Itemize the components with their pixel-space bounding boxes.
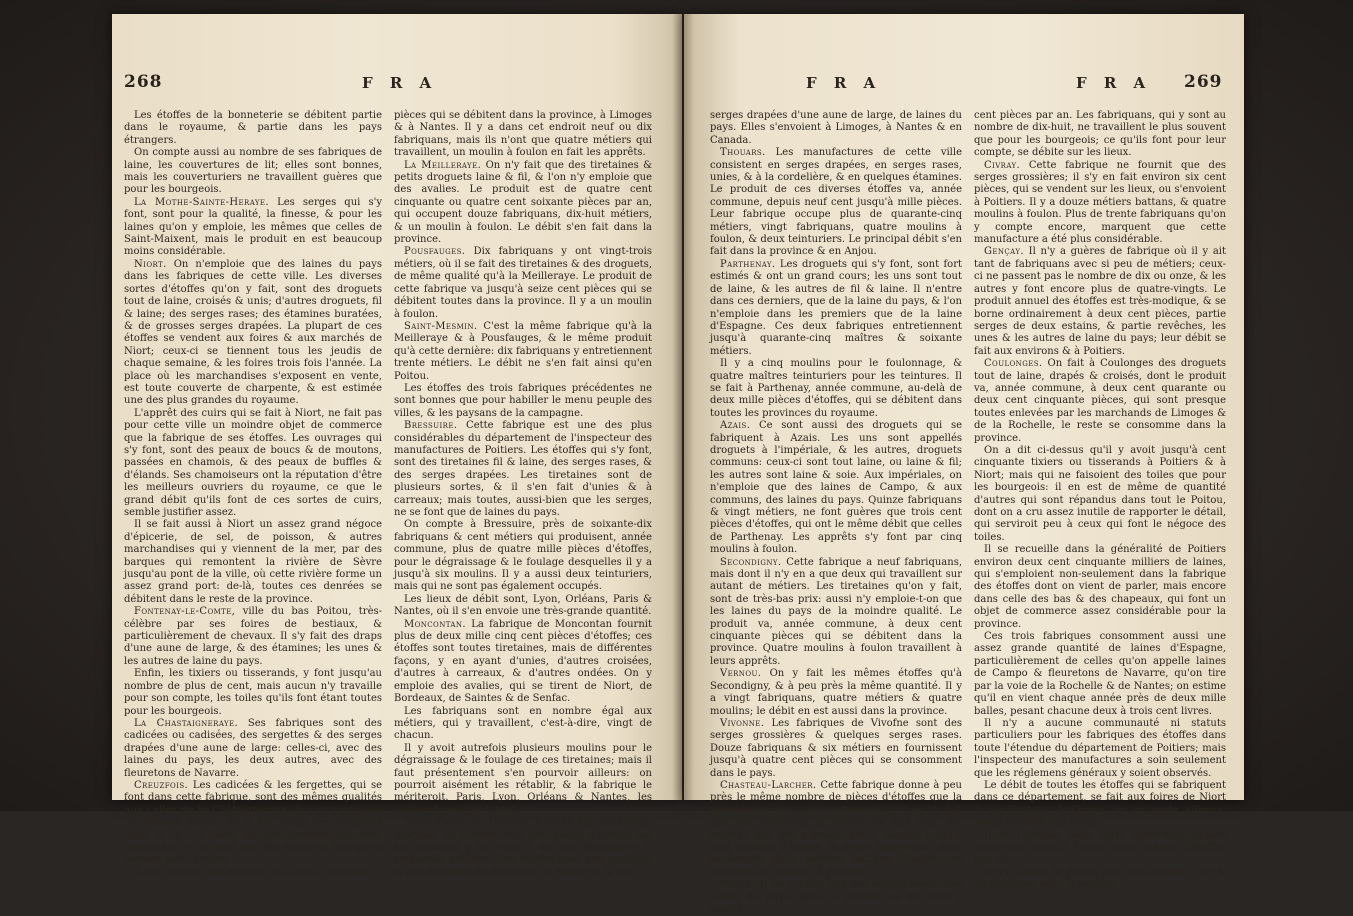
paragraph xyxy=(394,246,652,320)
paragraph-text: Les étoffes des trois fabriques précédentes ne sont bonnes que pour habiller le menu peuple des villes, & les paysans de la campagne. xyxy=(394,382,652,419)
paragraph-text: Il ne s'y fait que des serges rases, des laines du pays, dont le produit va de trois à quatre xyxy=(710,879,962,915)
paragraph xyxy=(124,147,382,197)
paragraph-text: serges drapées d'une aune de large, de laines du pays. Elles s'envoient à Limoges, à Nantes & en Canada. xyxy=(710,110,962,146)
paragraph xyxy=(394,110,652,160)
paragraph-text: Les manufactures de cette ville consistent en serges drapées, en serges rases, unies, & à la cordelière, & en quelques étamines. Le produit de ces diverses étoffes va, année commune, depuis neuf cent jusqu'à mille pièces. Leur fabrique occupe plus de quarante-cinq métiers, vingt fabriquans, quatre moulins à foulon, & deux teinturiers. Le principal débit s'en fait dans la province & en Anjou. xyxy=(710,147,962,258)
entry-heading: Vernou. xyxy=(720,668,762,680)
right-column-1 xyxy=(710,110,962,915)
left-column-1 xyxy=(124,110,382,878)
right-running-head-2: F R A xyxy=(1076,74,1152,92)
paragraph-text: Les étoffes de la bonneterie se débitent partie dans le royaume, & partie dans les pays étrangers. xyxy=(124,110,382,146)
entry-heading: Niort. xyxy=(134,258,167,270)
entry-heading: Moncontan. xyxy=(404,618,466,630)
paragraph-text: Il n'y a aucune communauté ni statuts particuliers pour les fabriques des étoffes dans toute l'étendue du département de Poitiers; mais l'inspecteur des manufactures a soin seulement que les réglemens généraux y soient observés. xyxy=(974,717,1226,779)
entry-heading: Secondigny. xyxy=(720,556,782,568)
paragraph-text: Le débit de toutes les étoffes qui se fabriquent dans ce département, se fait aux foires de Niort & de Fontenay-le-Comte; on en parle ailleurs. Voyez l'article des foires. xyxy=(974,779,1226,829)
paragraph xyxy=(974,110,1226,160)
entry-heading: Fontenay-le-Comte, xyxy=(134,606,236,618)
entry-heading: Thouars. xyxy=(720,147,766,159)
paragraph xyxy=(974,867,1226,892)
paragraph-text: Les fabriques de Vivofne sont des serges grossières & quelques serges rases. Douze fabriquans & six métiers en fournissent jusqu'à quatre cent pièces qui se consomment dans le pays. xyxy=(710,717,962,779)
paragraph xyxy=(124,110,382,147)
right-running-head-1: F R A xyxy=(806,74,882,92)
paragraph xyxy=(394,321,652,383)
paragraph xyxy=(394,160,652,247)
entry-heading: Vivonne. xyxy=(720,717,765,729)
paragraph-text: Il se recueille dans la généralité de Poitiers environ deux cent cinquante milliers de laines, qui s'emploient non-seulement dans la fabrique des étoffes dont on vient de parler, mais encore dans celle des bas & des chapeaux, qui font un objet de commerce assez considérable pour la province. xyxy=(974,544,1226,630)
paragraph-text: Cette fabrique ne fournit que des serges grossières; il s'y en fait environ six cent pièces, qui se vendent sur les lieux, ou s'envoient à Poitiers. Il y a douze métiers battans, & quatre moulins à foulon. Plus de trente fabriquans qu'on y compte encore, marquent que cette manufacture a été plus considérable. xyxy=(974,159,1226,246)
paragraph-text: Enfin, les tixiers ou tisserands, y font jusqu'au nombre de plus de cent, mais aucun n'y travaille pour son compte, les toiles qu'ils font étant toutes pour les bourgeois. xyxy=(124,668,382,717)
paragraph-text: L'apprêt des cuirs qui se fait à Niort, ne fait pas pour cette ville un moindre objet de commerce que la fabrique de ses étoffes. Les ouvrages qui s'y font, sont des peaux de boucs & de moutons, passées en chamois, & des peaux de buffles & d'élands. Ses chamoiseurs ont la réputation d'être les meilleurs ouvriers du royaume, ce que le grand débit qu'ils font de ces sortes de cuirs, semble justifier assez. xyxy=(124,407,382,518)
paragraph xyxy=(124,780,382,867)
paragraph xyxy=(974,780,1226,830)
paragraph-text: Il n'y a guères de fabrique où il y ait tant de fabriquans avec si peu de métiers; ceux-ci ne passent pas le nombre de dix ou onze, & les autres y font encore plus de quatre-vingts. Le produit annuel des étoffes est très-modique, & se borne ordinairement à deux cent pièces, partie serges de deux estains, & partie revêches, les unes & les autres de laine du pays; leur débit se fait aux environs & à Poitiers. xyxy=(974,246,1226,357)
entry-heading: Bressuire. xyxy=(404,420,458,432)
paragraph-text: On compte aussi au nombre de ses fabriques de laine, les couvertures de lit; elles sont bonnes, mais les couverturiers ne travaillent guères que pour les bourgeois. xyxy=(124,147,382,196)
paragraph xyxy=(974,160,1226,247)
right-page xyxy=(684,14,1244,915)
paragraph xyxy=(124,606,382,668)
paragraph xyxy=(124,259,382,408)
entry-heading: La Chastaigneraye. xyxy=(134,717,239,729)
paragraph xyxy=(710,358,962,420)
paragraph-text: pièces qui se débitent dans la province, à Limoges & à Nantes. Il y a dans cet endroit neuf ou dix fabriquans, mais ils n'ont que quatre métiers qui travaillent, un moulin à foulon en fait les apprêts. xyxy=(394,110,652,159)
left-page-number: 268 xyxy=(124,72,163,92)
paragraph xyxy=(710,259,962,358)
paragraph-text: Dix fabriquans y ont vingt-trois métiers, où il se fait des tiretaines & des droguets, de même qualité qu'à la Meilleraye. Le produit de cette fabrique va jusqu'à seize cent pièces qui se débitent toutes dans la province. Il y a un moulin à foulon. xyxy=(394,246,652,320)
paragraph-text: Il s'en fait en tout environ deux cent cinquante xyxy=(134,866,372,878)
paragraph-text: Les cadicées & les fergettes, qui se font dans cette fabrique, sont des mêmes qualités que celles de la Châtaigneraye, & l'on y emploie les mêmes laines: on y fait aussi des droguets laine & fil. La laine de ces derniers est très-commune; n'y entrant que des laines de bas qu'on nomme aussi avalies. xyxy=(124,779,382,866)
paragraph xyxy=(974,358,1226,445)
entry-heading: Pousfauges. xyxy=(404,246,466,258)
paragraph xyxy=(124,519,382,606)
paragraph xyxy=(710,420,962,556)
entry-heading: Coulonges. xyxy=(984,358,1043,370)
paragraph xyxy=(974,631,1226,718)
paragraph xyxy=(710,147,962,259)
paragraph-text: On compte à Bressuire, près de soixante-dix fabriquans & cent métiers qui produisent, année commune, plus de quatre mille pièces d'étoffes, pour le dégraissage & le foulage desquelles il y a jusqu'à six moulins. Il y a aussi deux teinturiers, mais qui ne sont pas également occupés. xyxy=(394,519,652,593)
paragraph xyxy=(394,817,652,879)
paragraph-text: Ses fabriques sont des cadicées ou cadisées, des sergettes & des serges drapées d'une aune de large: celles-ci, avec des laines du pays, les deux autres, avec des fleuretons de Navarre. xyxy=(124,717,382,779)
paragraph-text: Les serges qui s'y font, sont pour la qualité, la finesse, & pour les laines qu'on y emploie, les mêmes que celles de Saint-Maixent, mais le produit en est beaucoup moins considérable. xyxy=(124,196,382,258)
paragraph-text: Les droguets qui s'y font, sont fort estimés & ont un grand cours; les uns sont tout de laine, & les autres de fil & laine. Il n'entre dans ces derniers, que de la laine du pays, & l'on n'emploie dans les premiers que de la laine d'Espagne. Ces deux fabriques entretiennent jusqu'à quarante-cinq maîtres & soixante métiers. xyxy=(710,258,962,357)
paragraph-text: On n'emploie que des laines du pays dans les fabriques de cette ville. Les diverses sortes d'étoffes qu'on y fait, sont des droguets tout de laine, croisés & unis; d'autres droguets, fil & laine; des serges rases; des étamines buratées, & de grosses serges drapées. La plupart de ces étoffes se vendent aux foires & aux marchés de Niort; ceux-ci se tiennent tous les jeudis de chaque semaine, & les foires trois fois l'année. La place où les marchandises s'exposent en vente, est toute couverte de charpente, & est estimée une des plus grandes du royaume. xyxy=(124,258,382,407)
paragraph-text: Cette fabrique donne à peu près le même nombre de pièces d'étoffes que la précédente, avec cette différence qu'il ne s'y fait que des revêches, & encore de bas prix, n'y entrant que des pignons. On y compte jusqu'à sept moulins à foulon, & douze fabriquans, mais seulement deux métiers battans. Toutes ces revêches se vendent à Poitiers. xyxy=(710,779,962,878)
paragraph-text: Les fabriquans sont en nombre égal aux métiers, qui y travaillent, c'est-à-dire, vingt de chacun. xyxy=(394,705,652,742)
paragraph xyxy=(710,668,962,718)
paragraph xyxy=(124,668,382,718)
paragraph-text: cent pièces par an. Les fabriquans, qui y sont au nombre de dix-huit, ne travaillent le plus souvent que pour les bourgeois; ce qu'ils font pour leur compte, se débite sur les lieux. xyxy=(974,110,1226,159)
paragraph xyxy=(394,383,652,420)
entry-heading: Azais. xyxy=(720,420,751,432)
paragraph xyxy=(394,519,652,593)
paragraph xyxy=(974,830,1226,867)
entry-heading: Parthenay. xyxy=(720,258,776,270)
paragraph-text: La fabrique de Moncontan fournit plus de deux mille cinq cent pièces d'étoffes; ces étoffes sont toutes tiretaines, mais de différentes façons, y en ayant d'unies, d'autres croisées, d'autres à carreaux, & d'autres ondées. On y emploie des avalies, qui se tirent de Niort, de Bordeaux, de Saintes & de Senfac. xyxy=(394,618,652,705)
paragraph-text: C'est la même fabrique qu'à la Meilleraye & à Pousfauges, & le même produit qu'à cette dernière: dix fabriquans y entretiennent trente métiers. Le débit ne s'en fait ainsi qu'en Poitou. xyxy=(394,320,652,382)
paragraph-text: Cette fabrique est une des plus considérables du département de l'inspecteur des manufactures de Poitiers. Les étoffes qui s'y font, sont des tiretaines fil & laine, des serges rases, & des serges drapées. Les tiretaines sont de plusieurs sortes, & il s'en fait d'unies & à carreaux; mais toutes, aussi-bien que les serges, ne se font que de laines du pays. xyxy=(394,420,652,518)
paragraph xyxy=(124,718,382,780)
paragraph-text: Il se fait aussi à Niort un assez grand négoce d'épicerie, de sel, de poisson, & autres marchandises qui y viennent de la mer, par des barques qui remontent la rivière de Sèvre jusqu'au pont de la ville, où cette rivière forme un assez grand port: de-là, toutes ces denrées se débitent dans le reste de la province. xyxy=(124,519,382,605)
paragraph-text: ville du bas Poitou, très-célèbre par ses foires de bestiaux, & particulièrement de chevaux. Il s'y fait des draps d'une aune de large, & des étamines; les unes & les autres de laine du pays. xyxy=(124,606,382,667)
paragraph-text: Il ne se fait dans cette fabrique, qu'environ trois cent pièces d'étoffes par an, quoiqu'il y ait jusqu'à dix-huit fabriquans & cinquante métiers. Ces étoffes sont des cadicées & des droguets de fleureton de Navarre, & des xyxy=(394,817,652,878)
paragraph-text: Il y a cinq moulins pour le foulonnage, & quatre maîtres teinturiers pour les teintures. Il se fait à Parthenay, année commune, au-delà de deux mille pièces d'étoffes, qui se débitent dans toutes les provinces du royaume. xyxy=(710,358,962,419)
right-page-number: 269 xyxy=(1184,72,1223,92)
left-page xyxy=(112,14,682,878)
paragraph-text: Il n'y a dans le Poitou que trois forges à fer & un fourneau pour le raffiner. xyxy=(974,866,1226,891)
entry-heading: Gençay. xyxy=(984,246,1024,258)
entry-heading: La Mothe-Sainte-Heraye. xyxy=(134,196,269,208)
paragraph xyxy=(710,110,962,147)
entry-heading: Saint-Mesmin. xyxy=(404,320,478,332)
paragraph-text: Ces trois fabriques consomment aussi une assez grande quantité de laines d'Espagne, particulièrement de celles qu'on appelle laines de Campo & fleuretons de Navarre, qu'on tire par la voie de la Rochelle & de Nantes; on estime qu'il en vient chaque année près de deux mille balles, pesant chacune deux à trois cent livres. xyxy=(974,631,1226,717)
entry-heading: Saint-Pierre du Chemin. xyxy=(404,817,531,829)
paragraph-text: Cette fabrique a neuf fabriquans, mais dont il n'y en a que deux qui travaillent sur autant de métiers. Les tiretaines qu'on y fait, sont de très-bas prix: aussi n'y emploie-t-on que les laines du pays de la moindre qualité. Le produit va, année commune, à deux cent cinquante pièces qui se débitent dans la province. Quatre moulins à foulon travaillent à leurs apprêts. xyxy=(710,556,962,667)
entry-heading: Civray. xyxy=(984,159,1021,171)
paragraph-text: Ce sont aussi des droguets qui se fabriquent à Azais. Les uns sont appellés droguets à l'impériale, & les autres, droguets communs: ceux-ci sont tout laine, ou laine & fil; les autres sont laine & soie. Aux impériales, on n'emploie que des laines de Campo, & aux communs, des laines du pays. Quinze fabriquans & vingt métiers, ne font guères que trois cent pièces d'étoffes, qui ont le même débit que celles de Parthenay. Les apprêts s'y font par cinq moulins à foulon. xyxy=(710,420,962,556)
paragraph xyxy=(974,445,1226,544)
paragraph xyxy=(124,408,382,520)
paragraph xyxy=(974,718,1226,780)
right-column-2 xyxy=(974,110,1226,891)
paragraph xyxy=(710,557,962,669)
entry-heading: Creuzfois. xyxy=(134,779,189,791)
paragraph-text: On y fait les mêmes étoffes qu'à Secondigny, & à peu près la même quantité. Il y a vingt fabriquans, quatre métiers & quatre moulins; le débit en est aussi dans la province. xyxy=(710,668,962,717)
paragraph xyxy=(710,879,962,916)
paragraph xyxy=(124,197,382,259)
paragraph xyxy=(974,544,1226,631)
left-column-2 xyxy=(394,110,652,878)
paragraph xyxy=(710,718,962,780)
paragraph-text: On n'y fait que des tiretaines & petits droguets laine & fil, & l'on n'y emploie que des avalies. Le produit est de quatre cent cinquante ou quatre cent soixante pièces par an, qui occupent douze fabriquans, dix-huit métiers, & un moulin à foulon. Le débit s'en fait dans la province. xyxy=(394,159,652,246)
paragraph xyxy=(974,246,1226,358)
left-running-head: F R A xyxy=(362,74,438,92)
paragraph xyxy=(394,619,652,706)
paragraph-text: Il se fabrique dans cette généralité depuis vingt-cinq jusqu'à trente mille pièces d'étoffes par an. xyxy=(974,829,1226,866)
entry-heading: Chasteau-Larcher. xyxy=(720,779,817,791)
paragraph xyxy=(394,743,652,817)
paragraph-text: Les lieux de débit sont, Lyon, Orléans, Paris & Nantes, où il s'en envoie une très-grande quantité. xyxy=(394,593,652,618)
book-gutter xyxy=(672,14,694,800)
paragraph-text: On fait à Coulonges des droguets tout de laine, drapés & croisés, dont le produit va, année commune, à deux cent quarante ou deux cent cinquante pièces, qui sont presque toutes enlevées par les marchands de Limoges & de la Rochelle, le reste se consomme dans la province. xyxy=(974,358,1226,444)
paragraph xyxy=(394,594,652,619)
entry-heading: Mesle. xyxy=(720,879,756,891)
paragraph xyxy=(710,780,962,879)
paragraph xyxy=(394,706,652,743)
paragraph-text: Il y avoit autrefois plusieurs moulins pour le dégraissage & le foulage de ces tiretaines; mais il faut présentement s'en pourvoir ailleurs: on pourroit aisément les rétablir, & la fabrique le mériteroit. Paris, Lyon, Orléans & Nantes, les enlèvent presque toutes. xyxy=(394,742,652,816)
entry-heading: La Meilleraye. xyxy=(404,159,482,171)
paragraph xyxy=(394,420,652,519)
paragraph-text: On a dit ci-dessus qu'il y avoit jusqu'à cent cinquante tixiers ou tisserands à Poitiers & à Niort; mais qui ne faisoient des toiles que pour les bourgeois: il en est de même de quantité d'autres qui sont répandus dans tout le Poitou, dont on a cru assez inutile de rapporter le détail, qui serviroit peu à ceux qui font le négoce des toiles. xyxy=(974,444,1226,543)
paragraph xyxy=(124,867,382,879)
